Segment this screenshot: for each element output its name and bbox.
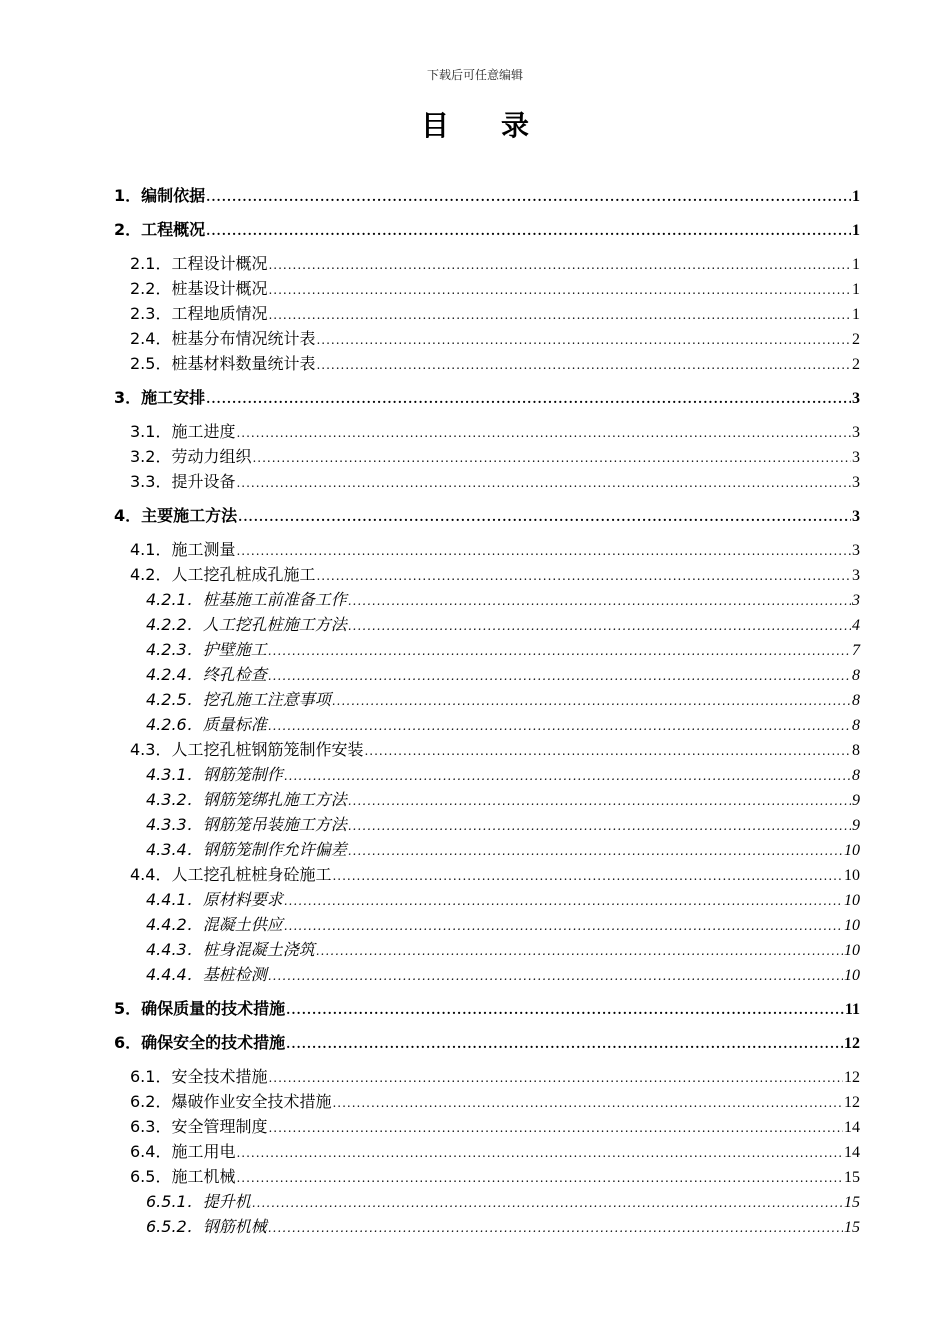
toc-entry-page: 3 bbox=[852, 474, 860, 491]
toc-entry-page: 4 bbox=[852, 617, 860, 634]
toc-entry-title: 施工进度 bbox=[171, 422, 236, 441]
toc-entry-page: 12 bbox=[844, 1094, 860, 1111]
toc-leader-dots bbox=[268, 1216, 843, 1241]
toc-entry-number: 2.2． bbox=[130, 279, 172, 298]
toc-entry[interactable] bbox=[114, 1064, 860, 1089]
toc-entry-title: 基桩检测 bbox=[202, 965, 267, 984]
toc-entry-page: 15 bbox=[844, 1194, 860, 1211]
toc-entry-page: 10 bbox=[844, 917, 860, 934]
toc-entry-page: 8 bbox=[852, 742, 860, 759]
toc-entry-title: 护壁施工 bbox=[202, 640, 267, 659]
toc-entry-title: 施工安排 bbox=[141, 388, 206, 407]
page-title bbox=[0, 104, 950, 144]
toc-entry[interactable] bbox=[114, 562, 860, 587]
toc-entry[interactable] bbox=[114, 1139, 860, 1164]
toc-entry-number: 6.3． bbox=[130, 1117, 172, 1136]
toc-leader-dots bbox=[268, 253, 851, 278]
toc-entry-page: 15 bbox=[844, 1169, 860, 1186]
toc-entry[interactable] bbox=[114, 385, 860, 410]
toc-leader-dots bbox=[316, 328, 851, 353]
toc-entry-page: 15 bbox=[844, 1219, 860, 1236]
toc-leader-dots bbox=[236, 1166, 843, 1191]
toc-entry[interactable] bbox=[114, 183, 860, 208]
toc-entry[interactable] bbox=[114, 837, 860, 862]
toc-entry-number: 4.2.2． bbox=[146, 615, 203, 634]
toc-entry-page: 7 bbox=[852, 642, 860, 659]
toc-leader-dots bbox=[316, 564, 851, 589]
toc-entry-title: 混凝土供应 bbox=[202, 915, 283, 934]
toc-entry-number: 3.1． bbox=[130, 422, 172, 441]
toc-entry-title: 工程地质情况 bbox=[171, 304, 268, 323]
toc-leader-dots bbox=[268, 964, 843, 989]
toc-entry-page: 8 bbox=[852, 767, 860, 784]
toc-entry-page: 1 bbox=[852, 256, 860, 273]
toc-leader-dots bbox=[268, 1116, 843, 1141]
toc-entry-number: 6.2． bbox=[130, 1092, 172, 1111]
toc-entry-page: 2 bbox=[852, 356, 860, 373]
toc-entry-page: 2 bbox=[852, 331, 860, 348]
toc-leader-dots bbox=[268, 1066, 843, 1091]
toc-entry-number: 4.2.6． bbox=[146, 715, 203, 734]
toc-entry-title: 劳动力组织 bbox=[171, 447, 252, 466]
toc-leader-dots bbox=[316, 353, 851, 378]
toc-entry-number: 4.1． bbox=[130, 540, 172, 559]
toc-entry-title: 确保安全的技术措施 bbox=[141, 1033, 286, 1052]
toc-entry-title: 主要施工方法 bbox=[141, 506, 238, 525]
toc-entry[interactable] bbox=[114, 469, 860, 494]
toc-entry-title: 挖孔施工注意事项 bbox=[202, 690, 331, 709]
toc-entry[interactable] bbox=[114, 762, 860, 787]
toc-entry-title: 安全技术措施 bbox=[171, 1067, 268, 1086]
toc-leader-dots bbox=[268, 303, 851, 328]
toc-leader-dots bbox=[206, 185, 851, 210]
toc-entry-title: 原材料要求 bbox=[202, 890, 283, 909]
toc-entry[interactable] bbox=[114, 276, 860, 301]
toc-entry-number: 6． bbox=[114, 1033, 142, 1052]
toc-leader-dots bbox=[268, 714, 851, 739]
toc-entry-page: 3 bbox=[852, 567, 860, 584]
toc-entry[interactable] bbox=[114, 887, 860, 912]
toc-entry-page: 1 bbox=[852, 222, 860, 239]
toc-leader-dots bbox=[268, 664, 851, 689]
toc-entry-page: 12 bbox=[844, 1069, 860, 1086]
toc-leader-dots bbox=[332, 689, 851, 714]
table-of-contents bbox=[114, 180, 860, 1239]
toc-entry[interactable] bbox=[114, 1089, 860, 1114]
toc-entry-title: 人工挖孔桩钢筋笼制作安装 bbox=[171, 740, 364, 759]
toc-leader-dots bbox=[348, 789, 851, 814]
toc-entry[interactable] bbox=[114, 996, 860, 1021]
toc-entry[interactable] bbox=[114, 251, 860, 276]
toc-leader-dots bbox=[268, 278, 851, 303]
toc-entry[interactable] bbox=[114, 737, 860, 762]
toc-entry-page: 9 bbox=[852, 792, 860, 809]
toc-leader-dots bbox=[348, 614, 851, 639]
toc-entry-number: 2.1． bbox=[130, 254, 172, 273]
toc-entry-page: 8 bbox=[852, 692, 860, 709]
toc-entry[interactable] bbox=[114, 812, 860, 837]
toc-entry-title: 钢筋笼制作允许偏差 bbox=[202, 840, 347, 859]
toc-entry[interactable] bbox=[114, 301, 860, 326]
toc-entry-title: 人工挖孔桩桩身砼施工 bbox=[171, 865, 332, 884]
toc-entry[interactable] bbox=[114, 1164, 860, 1189]
toc-entry-title: 提升机 bbox=[202, 1192, 251, 1211]
toc-leader-dots bbox=[364, 739, 851, 764]
toc-entry-page: 10 bbox=[844, 892, 860, 909]
toc-entry[interactable] bbox=[114, 712, 860, 737]
toc-leader-dots bbox=[332, 1091, 843, 1116]
toc-leader-dots bbox=[332, 864, 843, 889]
toc-entry-page: 14 bbox=[844, 1144, 860, 1161]
toc-entry[interactable] bbox=[114, 937, 860, 962]
toc-entry-number: 3． bbox=[114, 388, 142, 407]
toc-entry-number: 4.3.3． bbox=[146, 815, 203, 834]
toc-entry-page: 3 bbox=[852, 449, 860, 466]
toc-entry-page: 8 bbox=[852, 717, 860, 734]
toc-entry-number: 6.4． bbox=[130, 1142, 172, 1161]
toc-leader-dots bbox=[252, 1191, 843, 1216]
toc-entry-title: 人工挖孔桩施工方法 bbox=[202, 615, 347, 634]
toc-entry[interactable] bbox=[114, 612, 860, 637]
toc-entry-page: 10 bbox=[844, 942, 860, 959]
toc-entry-number: 6.5.1． bbox=[146, 1192, 203, 1211]
toc-entry-title: 确保质量的技术措施 bbox=[141, 999, 286, 1018]
toc-entry[interactable] bbox=[114, 662, 860, 687]
toc-leader-dots bbox=[236, 539, 851, 564]
toc-entry-number: 4.2.1． bbox=[146, 590, 203, 609]
toc-entry[interactable] bbox=[114, 687, 860, 712]
toc-entry-title: 爆破作业安全技术措施 bbox=[171, 1092, 332, 1111]
toc-entry-title: 工程概况 bbox=[141, 220, 206, 239]
toc-entry-title: 施工测量 bbox=[171, 540, 236, 559]
toc-entry-number: 4.4.2． bbox=[146, 915, 203, 934]
toc-entry-title: 桩基施工前准备工作 bbox=[202, 590, 347, 609]
toc-entry-page: 3 bbox=[852, 424, 860, 441]
toc-entry-title: 钢筋笼绑扎施工方法 bbox=[202, 790, 347, 809]
toc-entry-page: 3 bbox=[852, 508, 860, 525]
toc-leader-dots bbox=[286, 998, 844, 1023]
toc-entry-number: 4.3.2． bbox=[146, 790, 203, 809]
toc-leader-dots bbox=[236, 471, 851, 496]
toc-entry-number: 4.3.1． bbox=[146, 765, 203, 784]
page-header: 下载后可任意编辑 bbox=[426, 68, 523, 82]
toc-entry[interactable] bbox=[114, 962, 860, 987]
toc-entry-number: 4.2.3． bbox=[146, 640, 203, 659]
toc-entry-title: 工程设计概况 bbox=[171, 254, 268, 273]
toc-entry-number: 1． bbox=[114, 186, 142, 205]
toc-entry-number: 4.4.1． bbox=[146, 890, 203, 909]
toc-entry[interactable] bbox=[114, 912, 860, 937]
toc-entry-page: 8 bbox=[852, 667, 860, 684]
toc-entry-title: 钢筋笼制作 bbox=[202, 765, 283, 784]
toc-entry-title: 提升设备 bbox=[171, 472, 236, 491]
toc-entry[interactable] bbox=[114, 587, 860, 612]
toc-entry[interactable] bbox=[114, 862, 860, 887]
toc-entry[interactable] bbox=[114, 503, 860, 528]
toc-entry-page: 10 bbox=[844, 867, 860, 884]
toc-leader-dots bbox=[206, 219, 851, 244]
toc-entry-title: 桩基设计概况 bbox=[171, 279, 268, 298]
title-char-1: 目 bbox=[420, 109, 449, 142]
toc-entry-number: 4.2． bbox=[130, 565, 172, 584]
toc-entry-number: 3.3． bbox=[130, 472, 172, 491]
toc-entry-number: 4.4.4． bbox=[146, 965, 203, 984]
toc-entry-page: 3 bbox=[852, 592, 860, 609]
toc-entry-number: 3.2． bbox=[130, 447, 172, 466]
toc-entry-number: 4.3.4． bbox=[146, 840, 203, 859]
toc-entry-number: 4.2.5． bbox=[146, 690, 203, 709]
toc-entry-page: 1 bbox=[852, 281, 860, 298]
toc-entry-page: 1 bbox=[852, 306, 860, 323]
toc-entry-title: 桩身混凝土浇筑 bbox=[202, 940, 315, 959]
toc-entry-number: 4.2.4． bbox=[146, 665, 203, 684]
toc-entry-title: 安全管理制度 bbox=[171, 1117, 268, 1136]
toc-entry[interactable] bbox=[114, 1114, 860, 1139]
toc-entry-page: 1 bbox=[852, 188, 860, 205]
toc-leader-dots bbox=[284, 889, 843, 914]
toc-entry-title: 终孔检查 bbox=[202, 665, 267, 684]
toc-leader-dots bbox=[348, 839, 843, 864]
toc-leader-dots bbox=[206, 387, 851, 412]
toc-entry-page: 12 bbox=[844, 1035, 860, 1052]
toc-leader-dots bbox=[316, 939, 843, 964]
toc-entry-number: 4.4.3． bbox=[146, 940, 203, 959]
toc-entry-title: 桩基分布情况统计表 bbox=[171, 329, 316, 348]
toc-entry-title: 编制依据 bbox=[141, 186, 206, 205]
toc-entry-title: 施工用电 bbox=[171, 1142, 236, 1161]
toc-entry[interactable] bbox=[114, 217, 860, 242]
toc-entry-title: 钢筋机械 bbox=[202, 1217, 267, 1236]
toc-entry-page: 14 bbox=[844, 1119, 860, 1136]
toc-entry-number: 6.1． bbox=[130, 1067, 172, 1086]
toc-entry[interactable] bbox=[114, 637, 860, 662]
toc-entry-number: 2.5． bbox=[130, 354, 172, 373]
toc-entry[interactable] bbox=[114, 419, 860, 444]
title-char-2: 录 bbox=[501, 109, 530, 142]
toc-entry-number: 4.3． bbox=[130, 740, 172, 759]
toc-entry-title: 人工挖孔桩成孔施工 bbox=[171, 565, 316, 584]
toc-entry-page: 11 bbox=[844, 1001, 860, 1018]
toc-entry-page: 3 bbox=[852, 390, 860, 407]
toc-entry[interactable] bbox=[114, 326, 860, 351]
toc-entry[interactable] bbox=[114, 537, 860, 562]
toc-entry[interactable] bbox=[114, 444, 860, 469]
toc-leader-dots bbox=[236, 421, 851, 446]
toc-entry-page: 10 bbox=[844, 842, 860, 859]
toc-entry-number: 4． bbox=[114, 506, 142, 525]
toc-entry[interactable] bbox=[114, 1214, 860, 1239]
toc-entry-page: 10 bbox=[844, 967, 860, 984]
toc-entry-number: 5． bbox=[114, 999, 142, 1018]
toc-entry-number: 6.5． bbox=[130, 1167, 172, 1186]
toc-entry-number: 2． bbox=[114, 220, 142, 239]
toc-entry-number: 2.4． bbox=[130, 329, 172, 348]
toc-leader-dots bbox=[268, 639, 851, 664]
toc-entry-number: 2.3． bbox=[130, 304, 172, 323]
toc-entry-page: 9 bbox=[852, 817, 860, 834]
toc-leader-dots bbox=[238, 505, 851, 530]
toc-leader-dots bbox=[348, 589, 851, 614]
toc-entry-title: 施工机械 bbox=[171, 1167, 236, 1186]
toc-entry[interactable] bbox=[114, 351, 860, 376]
toc-entry-page: 3 bbox=[852, 542, 860, 559]
toc-entry-number: 4.4． bbox=[130, 865, 172, 884]
toc-leader-dots bbox=[284, 914, 843, 939]
toc-entry-title: 桩基材料数量统计表 bbox=[171, 354, 316, 373]
toc-leader-dots bbox=[252, 446, 851, 471]
toc-entry[interactable] bbox=[114, 1030, 860, 1055]
toc-leader-dots bbox=[286, 1032, 843, 1057]
toc-entry-number: 6.5.2． bbox=[146, 1217, 203, 1236]
toc-leader-dots bbox=[236, 1141, 843, 1166]
toc-entry[interactable] bbox=[114, 1189, 860, 1214]
toc-leader-dots bbox=[348, 814, 851, 839]
toc-leader-dots bbox=[284, 764, 851, 789]
toc-entry-title: 钢筋笼吊装施工方法 bbox=[202, 815, 347, 834]
toc-entry[interactable] bbox=[114, 787, 860, 812]
toc-entry-title: 质量标准 bbox=[202, 715, 267, 734]
